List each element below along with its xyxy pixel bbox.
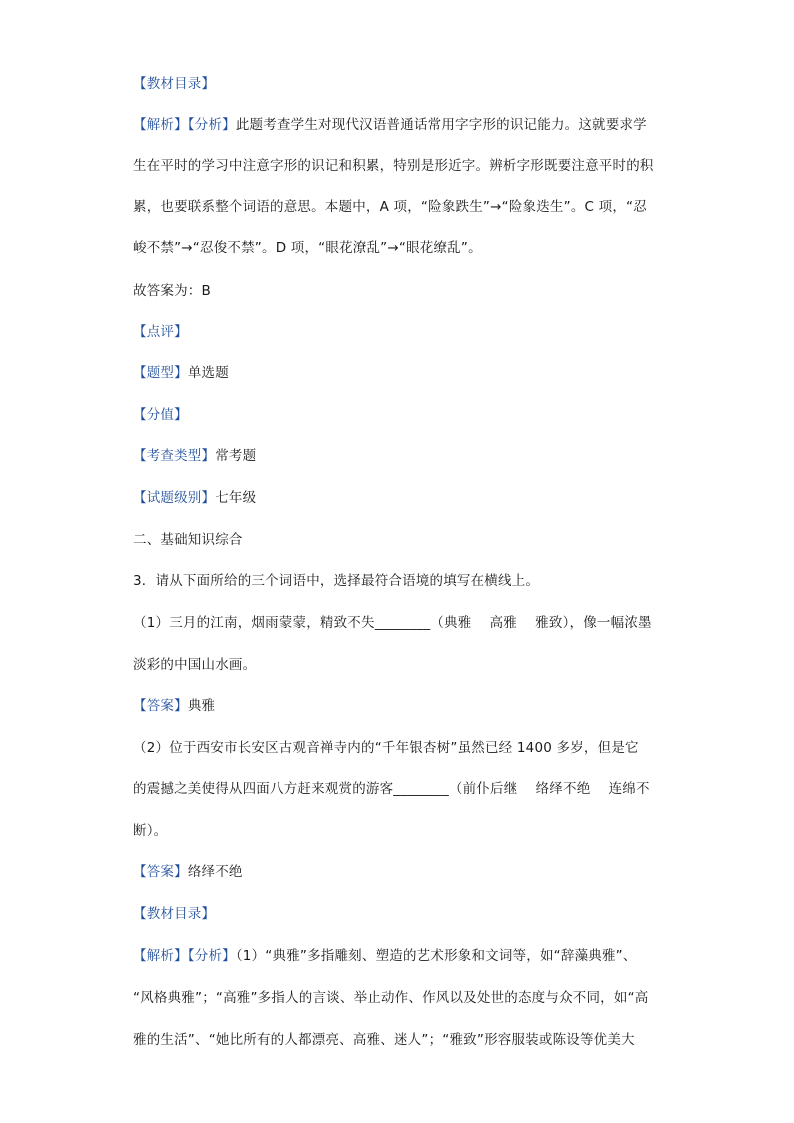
comment-heading bbox=[133, 322, 670, 342]
analysis-text: 雅的生活”、“她比所有的人都漂亮、高雅、迷人”；“雅致”形容服装或陈设等优美大 bbox=[133, 1032, 635, 1048]
exam-type-line bbox=[133, 446, 670, 466]
answer-part-1-line bbox=[133, 696, 670, 716]
question-type-value: 单选题 bbox=[187, 365, 229, 381]
analysis-paragraph-line-4 bbox=[133, 238, 670, 258]
question-3-part-1-line-1 bbox=[133, 613, 670, 633]
analysis-2-line-2 bbox=[133, 988, 670, 1008]
answer-tag: 【答案】 bbox=[133, 864, 188, 880]
question-text: 的震撼之美使得从四面八方赶来观赏的游客________（前仆后继 络绎不绝 连绵不 bbox=[133, 781, 650, 797]
question-text: 断）。 bbox=[133, 823, 168, 839]
analysis-tag: 【解析】【分析】 bbox=[133, 117, 236, 133]
question-type-tag: 【题型】 bbox=[133, 365, 188, 381]
analysis-text: 此题考查学生对现代汉语普通话常用字字形的识记能力。这就要求学 bbox=[235, 117, 647, 133]
analysis-paragraph-line-2 bbox=[133, 156, 670, 176]
analysis-paragraph-line-1 bbox=[133, 115, 670, 135]
answer-tag: 【答案】 bbox=[133, 698, 188, 714]
score-heading bbox=[133, 405, 670, 425]
analysis-tag: 【解析】【分析】 bbox=[133, 948, 236, 964]
question-3-part-2-line-2 bbox=[133, 779, 670, 799]
answer-value: 络绎不绝 bbox=[187, 864, 243, 880]
answer-part-2-line bbox=[133, 862, 670, 882]
question-text: （1）三月的江南，烟雨蒙蒙，精致不失________（典雅 高雅 雅致），像一幅浓墨 bbox=[133, 615, 652, 631]
analysis-2-line-1 bbox=[133, 946, 670, 966]
catalog-tag: 【教材目录】 bbox=[133, 906, 216, 922]
analysis-text: 峻不禁”→“忍俊不禁”。D 项，“眼花潦乱”→“眼花缭乱”。 bbox=[133, 240, 482, 256]
analysis-text: （1）“典雅”多指雕刻、塑造的艺术形象和文词等，如“辞藻典雅”、 bbox=[235, 948, 637, 964]
analysis-paragraph-line-3 bbox=[133, 197, 670, 217]
section-two-heading bbox=[133, 530, 670, 550]
question-text: （2）位于西安市长安区古观音禅寺内的“千年银杏树”虽然已经 1400 多岁，但是它 bbox=[133, 740, 639, 756]
question-3-part-2-line-1 bbox=[133, 738, 670, 758]
section-heading-textbook-catalog-2 bbox=[133, 904, 670, 924]
difficulty-level-tag: 【试题级别】 bbox=[133, 490, 216, 506]
score-tag: 【分值】 bbox=[133, 407, 188, 423]
comment-tag: 【点评】 bbox=[133, 324, 188, 340]
analysis-text: “风格典雅”；“高雅”多指人的言谈、举止动作、作风以及处世的态度与众不同，如“高 bbox=[133, 990, 649, 1006]
difficulty-level-value: 七年级 bbox=[215, 490, 257, 506]
section-heading-textbook-catalog bbox=[133, 74, 670, 94]
question-3-part-1-line-2 bbox=[133, 655, 670, 675]
exam-type-value: 常考题 bbox=[215, 448, 257, 464]
analysis-text: 累，也要联系整个词语的意思。本题中，A 项，“险象跌生”→“险象迭生”。C 项，“忍 bbox=[133, 199, 647, 215]
answer-text: 故答案为：B bbox=[133, 283, 211, 299]
question-3-stem bbox=[133, 571, 670, 591]
question-type-line bbox=[133, 363, 670, 383]
analysis-text: 生在平时的学习中注意字形的识记和积累，特别是形近字。辨析字形既要注意平时的积 bbox=[133, 158, 654, 174]
section-title: 二、基础知识综合 bbox=[133, 532, 243, 548]
question-text: 淡彩的中国山水画。 bbox=[133, 657, 257, 673]
catalog-tag: 【教材目录】 bbox=[133, 76, 216, 92]
analysis-2-line-3 bbox=[133, 1030, 670, 1050]
answer-value: 典雅 bbox=[187, 698, 216, 714]
answer-line bbox=[133, 281, 670, 301]
exam-type-tag: 【考查类型】 bbox=[133, 448, 216, 464]
question-text: 3．请从下面所给的三个词语中，选择最符合语境的填写在横线上。 bbox=[133, 573, 540, 589]
difficulty-level-line bbox=[133, 488, 670, 508]
question-3-part-2-line-3 bbox=[133, 821, 670, 841]
